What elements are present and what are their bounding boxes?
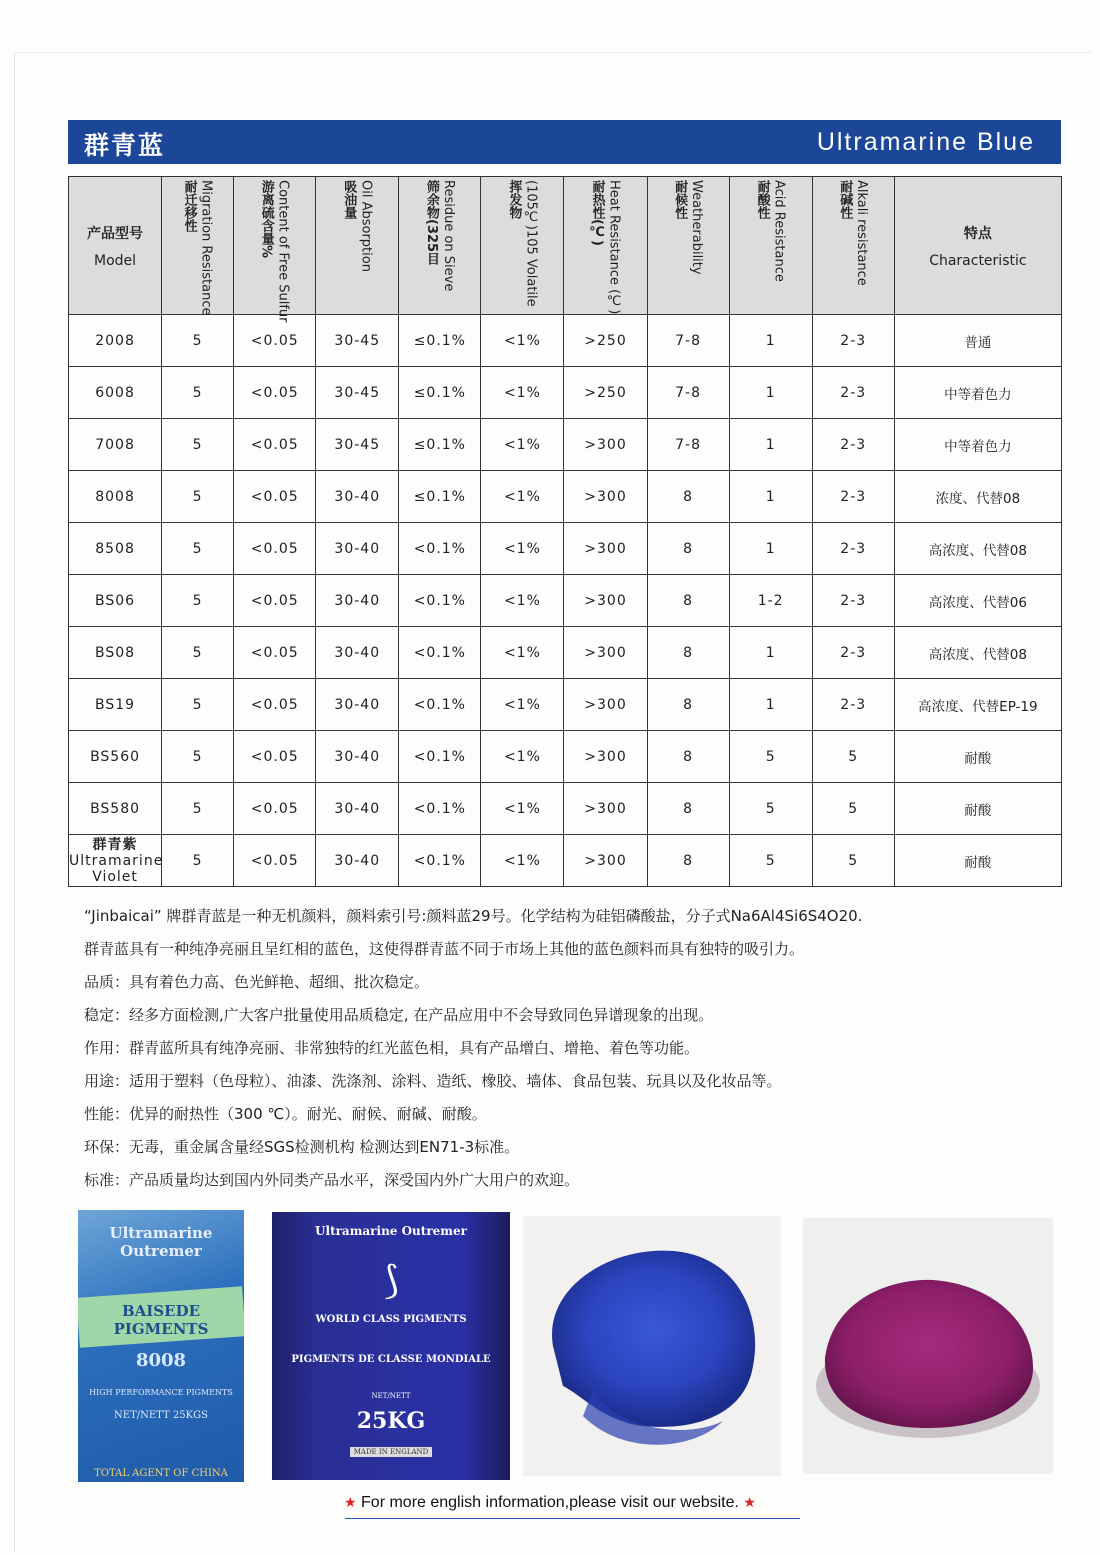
cell-alkali: 2-3 (812, 315, 894, 367)
cell-acid: 1 (729, 367, 812, 419)
cell-sulfur: <0.05 (234, 679, 316, 731)
cell-weather: 8 (647, 835, 729, 887)
cell-weather: 8 (647, 731, 729, 783)
cell-oil: 30-40 (316, 627, 399, 679)
table-row-violet (69, 835, 1062, 887)
cell-sulfur: <0.05 (234, 575, 316, 627)
cell-heat: >300 (564, 627, 647, 679)
cell-sieve: ≤0.1% (399, 471, 481, 523)
cell-heat: >300 (564, 679, 647, 731)
cell-characteristic: 浓度、代替08 (894, 471, 1061, 523)
cell-acid: 1 (729, 315, 812, 367)
cell-sulfur: <0.05 (234, 523, 316, 575)
cell-characteristic: 耐酸 (894, 731, 1061, 783)
cell-characteristic: 中等着色力 (894, 419, 1061, 471)
cell-sulfur: <0.05 (234, 367, 316, 419)
cell-sieve: <0.1% (399, 523, 481, 575)
cell-sulfur: <0.05 (234, 835, 316, 887)
cell-oil: 30-40 (316, 731, 399, 783)
cell-alkali: 2-3 (812, 419, 894, 471)
cell-characteristic: 高浓度、代替06 (894, 575, 1061, 627)
cell-characteristic: 高浓度、代替08 (894, 627, 1061, 679)
cell-model: 7008 (69, 419, 162, 471)
cell-alkali: 2-3 (812, 627, 894, 679)
cell-migration: 5 (162, 575, 234, 627)
cell-weather: 8 (647, 679, 729, 731)
header-sieve: Residue on Sieve 筛余物(325目 (399, 177, 481, 315)
cell-acid: 1 (729, 679, 812, 731)
table-row (69, 523, 1062, 575)
cell-migration: 5 (162, 627, 234, 679)
cell-volatile: <1% (481, 731, 564, 783)
cell-migration: 5 (162, 679, 234, 731)
table-row (69, 419, 1062, 471)
cell-alkali: 5 (812, 835, 894, 887)
cell-model: BS560 (69, 731, 162, 783)
spec-table (68, 176, 1062, 887)
cell-volatile: <1% (481, 367, 564, 419)
description-paragraph: 环保：无毒，重金属含量经SGS检测机构 检测达到EN71-3标准。 (84, 1138, 520, 1156)
cell-characteristic: 普通 (894, 315, 1061, 367)
cell-sieve: ≤0.1% (399, 419, 481, 471)
cell-sieve: <0.1% (399, 627, 481, 679)
header-oil: Oil Absorption 吸油量 (316, 177, 399, 315)
footer-underline (345, 1518, 800, 1519)
cell-characteristic: 耐酸 (894, 835, 1061, 887)
cell-volatile: <1% (481, 315, 564, 367)
cell-weather: 8 (647, 471, 729, 523)
cell-characteristic: 耐酸 (894, 783, 1061, 835)
cell-characteristic: 高浓度、代替08 (894, 523, 1061, 575)
footer-note (0, 1494, 1100, 1512)
cell-heat: >300 (564, 835, 647, 887)
cell-model: BS06 (69, 575, 162, 627)
table-row (69, 627, 1062, 679)
banner-title-cn: 群青蓝 (84, 131, 166, 160)
cell-migration: 5 (162, 783, 234, 835)
header-weather: Weatherability 耐候性 (647, 177, 729, 315)
cell-oil: 30-45 (316, 367, 399, 419)
cell-alkali: 2-3 (812, 523, 894, 575)
photo-violet-powder (803, 1218, 1053, 1474)
cell-volatile: <1% (481, 835, 564, 887)
description-paragraph: 性能：优异的耐热性（300 ℃）。耐光、耐候、耐碱、耐酸。 (84, 1105, 487, 1123)
photo-bag-baisede: Ultramarine Outremer BAISEDE PIGMENTS 8008 HIGH PERFORMANCE PIGMENTS NET/NETT 25KGS TOTAL AGENT OF CHINA (78, 1210, 244, 1482)
table-row (69, 679, 1062, 731)
table-header-row (69, 177, 1062, 315)
cell-volatile: <1% (481, 783, 564, 835)
cell-weather: 8 (647, 627, 729, 679)
cell-alkali: 5 (812, 731, 894, 783)
cell-sieve: <0.1% (399, 835, 481, 887)
cell-migration: 5 (162, 835, 234, 887)
cell-heat: >250 (564, 367, 647, 419)
description-paragraph: 标准：产品质量均达到国内外同类产品水平，深受国内外广大用户的欢迎。 (84, 1171, 580, 1189)
cell-heat: >300 (564, 523, 647, 575)
cell-acid: 1-2 (729, 575, 812, 627)
cell-model: 群青紫 Ultramarine Violet (69, 836, 164, 885)
cell-acid: 1 (729, 627, 812, 679)
header-volatile: (105℃)105 Volatile 挥发物 (481, 177, 564, 315)
cell-acid: 1 (729, 523, 812, 575)
description-paragraph: 用途：适用于塑料（色母粒）、油漆、洗涤剂、涂料、造纸、橡胶、墙体、食品包装、玩具以及化妆品等。 (84, 1072, 782, 1090)
product-description (84, 900, 1044, 1197)
cell-sulfur: <0.05 (234, 419, 316, 471)
cell-acid: 5 (729, 783, 812, 835)
title-banner (68, 120, 1061, 164)
star-icon: ★ (743, 1494, 756, 1510)
table-row (69, 315, 1062, 367)
cell-volatile: <1% (481, 679, 564, 731)
cell-heat: >300 (564, 731, 647, 783)
header-heat: Heat Resistance (℃) 耐热性(℃) (564, 177, 647, 315)
cell-oil: 30-40 (316, 471, 399, 523)
cell-characteristic: 高浓度、代替EP-19 (894, 679, 1061, 731)
cell-sieve: <0.1% (399, 783, 481, 835)
header-alkali: Alkali resistance 耐碱性 (812, 177, 894, 315)
description-paragraph: “Jinbaicai” 牌群青蓝是一种无机颜料，颜料索引号:颜料蓝29号。化学结构为硅铝磷酸盐，分子式Na6Al4Si6S4O20. (84, 907, 863, 925)
cell-oil: 30-40 (316, 523, 399, 575)
cell-volatile: <1% (481, 419, 564, 471)
cell-oil: 30-40 (316, 575, 399, 627)
cell-migration: 5 (162, 471, 234, 523)
cell-weather: 8 (647, 783, 729, 835)
violet-powder-image (803, 1218, 1053, 1474)
cell-acid: 5 (729, 835, 812, 887)
cell-oil: 30-45 (316, 419, 399, 471)
cell-sieve: ≤0.1% (399, 367, 481, 419)
star-icon: ★ (344, 1494, 357, 1510)
cell-heat: >300 (564, 419, 647, 471)
cell-characteristic: 中等着色力 (894, 367, 1061, 419)
cell-weather: 8 (647, 523, 729, 575)
cell-heat: >250 (564, 315, 647, 367)
cell-oil: 30-45 (316, 315, 399, 367)
header-migration: Migration Resistance 耐迁移性 (162, 177, 234, 315)
description-paragraph: 品质：具有着色力高、色光鲜艳、超细、批次稳定。 (84, 973, 430, 991)
cell-model: 8008 (69, 471, 162, 523)
cell-weather: 7-8 (647, 315, 729, 367)
cell-model: 6008 (69, 367, 162, 419)
description-paragraph: 群青蓝具有一种纯净亮丽且呈红相的蓝色，这使得群青蓝不同于市场上其他的蓝色颜料而具有独特的吸引力。 (84, 940, 805, 958)
cell-alkali: 2-3 (812, 367, 894, 419)
cell-migration: 5 (162, 523, 234, 575)
cell-sieve: ≤0.1% (399, 315, 481, 367)
cell-model: BS19 (69, 679, 162, 731)
cell-acid: 1 (729, 419, 812, 471)
cell-sieve: <0.1% (399, 731, 481, 783)
footer-text: For more english information,please visit our website. (361, 1494, 739, 1511)
cell-oil: 30-40 (316, 679, 399, 731)
cell-heat: >300 (564, 471, 647, 523)
table-row (69, 575, 1062, 627)
table-body (69, 315, 1062, 887)
cell-volatile: <1% (481, 627, 564, 679)
description-paragraph: 稳定：经多方面检测,广大客户批量使用品质稳定, 在产品应用中不会导致同色异谱现象的出现。 (84, 1006, 714, 1024)
table-row (69, 731, 1062, 783)
cell-volatile: <1% (481, 471, 564, 523)
header-characteristic: 特点 Characteristic (894, 177, 1061, 315)
cell-alkali: 2-3 (812, 575, 894, 627)
table-row (69, 367, 1062, 419)
cell-oil: 30-40 (316, 783, 399, 835)
cell-model: 2008 (69, 315, 162, 367)
cell-alkali: 2-3 (812, 679, 894, 731)
cell-acid: 1 (729, 471, 812, 523)
photo-bag-world-class: Ultramarine Outremer ⟆ WORLD CLASS PIGMENTS PIGMENTS DE CLASSE MONDIALE NET/NETT 25KG MADE IN ENGLAND (272, 1212, 510, 1480)
cell-sulfur: <0.05 (234, 471, 316, 523)
cell-sulfur: <0.05 (234, 627, 316, 679)
cell-alkali: 5 (812, 783, 894, 835)
cell-volatile: <1% (481, 523, 564, 575)
banner-title-en: Ultramarine Blue (816, 128, 1035, 156)
cell-weather: 7-8 (647, 419, 729, 471)
cell-sieve: <0.1% (399, 679, 481, 731)
cell-heat: >300 (564, 783, 647, 835)
cell-alkali: 2-3 (812, 471, 894, 523)
table-row (69, 783, 1062, 835)
cell-volatile: <1% (481, 575, 564, 627)
blue-powder-image (523, 1216, 781, 1476)
cell-migration: 5 (162, 731, 234, 783)
cell-sulfur: <0.05 (234, 731, 316, 783)
cell-migration: 5 (162, 367, 234, 419)
table-row (69, 471, 1062, 523)
cell-weather: 8 (647, 575, 729, 627)
bird-logo-icon: ⟆ (383, 1258, 399, 1302)
cell-migration: 5 (162, 419, 234, 471)
cell-sieve: <0.1% (399, 575, 481, 627)
cell-acid: 5 (729, 731, 812, 783)
cell-model: BS08 (69, 627, 162, 679)
cell-model: BS580 (69, 783, 162, 835)
cell-sulfur: <0.05 (234, 783, 316, 835)
cell-heat: >300 (564, 575, 647, 627)
header-sulfur: Content of Free Sulfur 游离硫含量% (234, 177, 316, 315)
header-model: 产品型号 Model (69, 177, 162, 315)
cell-model: 8508 (69, 523, 162, 575)
cell-sulfur: <0.05 (234, 315, 316, 367)
photo-blue-powder (523, 1216, 781, 1476)
cell-weather: 7-8 (647, 367, 729, 419)
description-paragraph: 作用：群青蓝所具有纯净亮丽、非常独特的红光蓝色相，具有产品增白、增艳、着色等功能。 (84, 1039, 700, 1057)
header-acid: Acid Resistance 耐酸性 (729, 177, 812, 315)
cell-migration: 5 (162, 315, 234, 367)
cell-oil: 30-40 (316, 835, 399, 887)
